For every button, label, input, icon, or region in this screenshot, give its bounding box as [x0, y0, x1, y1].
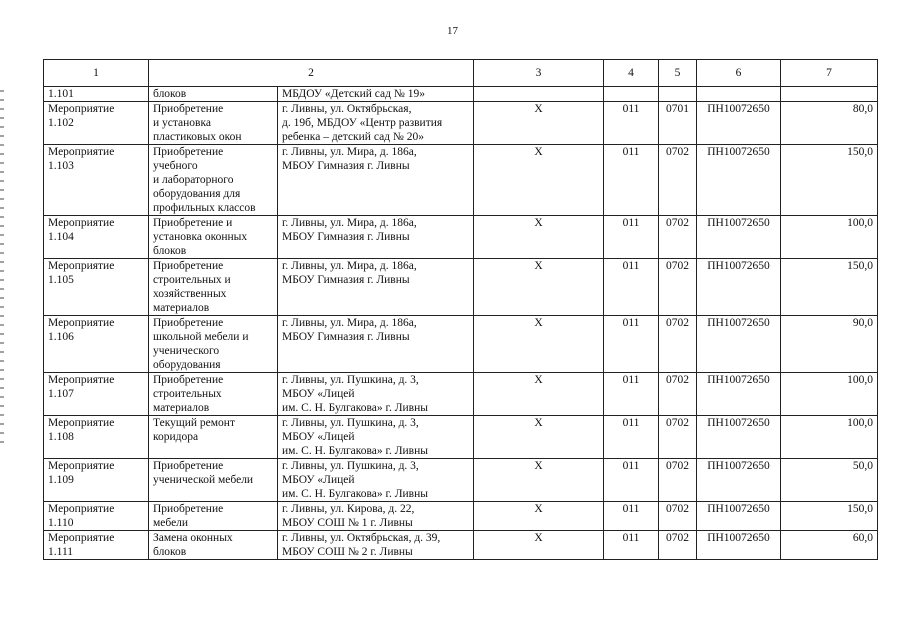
cell-col-4: 011 [604, 502, 659, 531]
cell-col-6: ПН10072650 [697, 259, 781, 316]
cell-col-3: Х [474, 102, 604, 145]
page-number: 17 [447, 25, 458, 37]
cell-col-5: 0702 [659, 416, 697, 459]
cell-col-4: 011 [604, 216, 659, 259]
cell-col-4: 011 [604, 416, 659, 459]
scan-edge-marks [0, 90, 4, 450]
cell-col-3: Х [474, 316, 604, 373]
cell-col-6: ПН10072650 [697, 373, 781, 416]
cell-col-3: Х [474, 259, 604, 316]
table-row [44, 316, 878, 373]
table-row [44, 259, 878, 316]
cell-col-4: 011 [604, 316, 659, 373]
cell-col-3: Х [474, 145, 604, 216]
cell-col-6: ПН10072650 [697, 459, 781, 502]
cell-activity-number: Мероприятие 1.110 [44, 502, 149, 531]
cell-col-3: Х [474, 502, 604, 531]
cell-activity-name: Приобретение и установка оконных блоков [149, 216, 278, 259]
cell-col-5: 0702 [659, 316, 697, 373]
table-body [44, 87, 878, 560]
cell-col-7: 150,0 [781, 259, 878, 316]
header-col-7: 7 [781, 60, 878, 87]
cell-activity-name: Приобретение и установка пластиковых окон [149, 102, 278, 145]
cell-col-4: 011 [604, 459, 659, 502]
cell-activity-number: Мероприятие 1.102 [44, 102, 149, 145]
cell-col-7: 150,0 [781, 145, 878, 216]
cell-col-4: 011 [604, 145, 659, 216]
cell-col-6: ПН10072650 [697, 316, 781, 373]
cell-location: г. Ливны, ул. Пушкина, д. 3, МБОУ «Лицей им. С. Н. Булгакова» г. Ливны [278, 459, 474, 502]
cell-col-4 [604, 87, 659, 102]
table-row [44, 373, 878, 416]
cell-location: г. Ливны, ул. Мира, д. 186а, МБОУ Гимназия г. Ливны [278, 259, 474, 316]
cell-col-3: Х [474, 416, 604, 459]
cell-activity-number: Мероприятие 1.107 [44, 373, 149, 416]
cell-location: г. Ливны, ул. Октябрьская, д. 19б, МБДОУ «Центр развития ребенка – детский сад № 20» [278, 102, 474, 145]
cell-col-5 [659, 87, 697, 102]
cell-col-6 [697, 87, 781, 102]
cell-activity-name: Замена оконных блоков [149, 531, 278, 560]
cell-col-5: 0702 [659, 531, 697, 560]
cell-col-5: 0702 [659, 259, 697, 316]
cell-col-7: 100,0 [781, 373, 878, 416]
header-col-5: 5 [659, 60, 697, 87]
cell-activity-number: 1.101 [44, 87, 149, 102]
cell-col-4: 011 [604, 102, 659, 145]
cell-activity-number: Мероприятие 1.109 [44, 459, 149, 502]
cell-col-3: Х [474, 373, 604, 416]
cell-col-6: ПН10072650 [697, 145, 781, 216]
cell-col-3: Х [474, 216, 604, 259]
header-col-4: 4 [604, 60, 659, 87]
cell-activity-name: Приобретение учебного и лабораторного оборудования для профильных классов [149, 145, 278, 216]
cell-col-7: 60,0 [781, 531, 878, 560]
cell-activity-number: Мероприятие 1.104 [44, 216, 149, 259]
cell-location: г. Ливны, ул. Пушкина, д. 3, МБОУ «Лицей им. С. Н. Булгакова» г. Ливны [278, 373, 474, 416]
cell-col-5: 0702 [659, 216, 697, 259]
header-col-2: 2 [149, 60, 474, 87]
cell-col-4: 011 [604, 373, 659, 416]
table-row [44, 102, 878, 145]
cell-location: МБДОУ «Детский сад № 19» [278, 87, 474, 102]
table-row [44, 87, 878, 102]
cell-activity-name: Приобретение строительных и хозяйственных материалов [149, 259, 278, 316]
cell-activity-name: Приобретение ученической мебели [149, 459, 278, 502]
cell-location: г. Ливны, ул. Пушкина, д. 3, МБОУ «Лицей им. С. Н. Булгакова» г. Ливны [278, 416, 474, 459]
cell-col-4: 011 [604, 531, 659, 560]
table-row [44, 502, 878, 531]
cell-col-3: Х [474, 531, 604, 560]
cell-location: г. Ливны, ул. Мира, д. 186а, МБОУ Гимназия г. Ливны [278, 316, 474, 373]
cell-col-5: 0702 [659, 459, 697, 502]
cell-col-5: 0702 [659, 373, 697, 416]
table-row [44, 145, 878, 216]
table-row [44, 531, 878, 560]
cell-col-7: 100,0 [781, 416, 878, 459]
cell-activity-number: Мероприятие 1.106 [44, 316, 149, 373]
cell-col-7 [781, 87, 878, 102]
cell-col-4: 011 [604, 259, 659, 316]
cell-activity-number: Мероприятие 1.111 [44, 531, 149, 560]
cell-location: г. Ливны, ул. Кирова, д. 22, МБОУ СОШ № 1 г. Ливны [278, 502, 474, 531]
cell-col-6: ПН10072650 [697, 502, 781, 531]
cell-activity-name: Текущий ремонт коридора [149, 416, 278, 459]
table-row [44, 416, 878, 459]
cell-location: г. Ливны, ул. Мира, д. 186а, МБОУ Гимназия г. Ливны [278, 216, 474, 259]
header-col-6: 6 [697, 60, 781, 87]
cell-col-6: ПН10072650 [697, 531, 781, 560]
cell-activity-number: Мероприятие 1.108 [44, 416, 149, 459]
cell-col-3 [474, 87, 604, 102]
header-col-1: 1 [44, 60, 149, 87]
cell-activity-name: Приобретение школьной мебели и ученического оборудования [149, 316, 278, 373]
cell-location: г. Ливны, ул. Мира, д. 186а, МБОУ Гимназия г. Ливны [278, 145, 474, 216]
cell-col-5: 0701 [659, 102, 697, 145]
cell-activity-number: Мероприятие 1.103 [44, 145, 149, 216]
cell-col-7: 50,0 [781, 459, 878, 502]
cell-col-5: 0702 [659, 502, 697, 531]
cell-activity-number: Мероприятие 1.105 [44, 259, 149, 316]
cell-col-6: ПН10072650 [697, 216, 781, 259]
cell-col-7: 150,0 [781, 502, 878, 531]
table-row [44, 459, 878, 502]
cell-col-7: 80,0 [781, 102, 878, 145]
cell-col-7: 90,0 [781, 316, 878, 373]
cell-activity-name: Приобретение строительных материалов [149, 373, 278, 416]
cell-location: г. Ливны, ул. Октябрьская, д. 39, МБОУ СОШ № 2 г. Ливны [278, 531, 474, 560]
table-header-row [44, 60, 878, 87]
cell-activity-name: Приобретение мебели [149, 502, 278, 531]
header-col-3: 3 [474, 60, 604, 87]
activities-table [43, 59, 878, 560]
cell-col-3: Х [474, 459, 604, 502]
cell-col-7: 100,0 [781, 216, 878, 259]
cell-col-6: ПН10072650 [697, 102, 781, 145]
cell-col-6: ПН10072650 [697, 416, 781, 459]
table-row [44, 216, 878, 259]
cell-activity-name: блоков [149, 87, 278, 102]
cell-col-5: 0702 [659, 145, 697, 216]
